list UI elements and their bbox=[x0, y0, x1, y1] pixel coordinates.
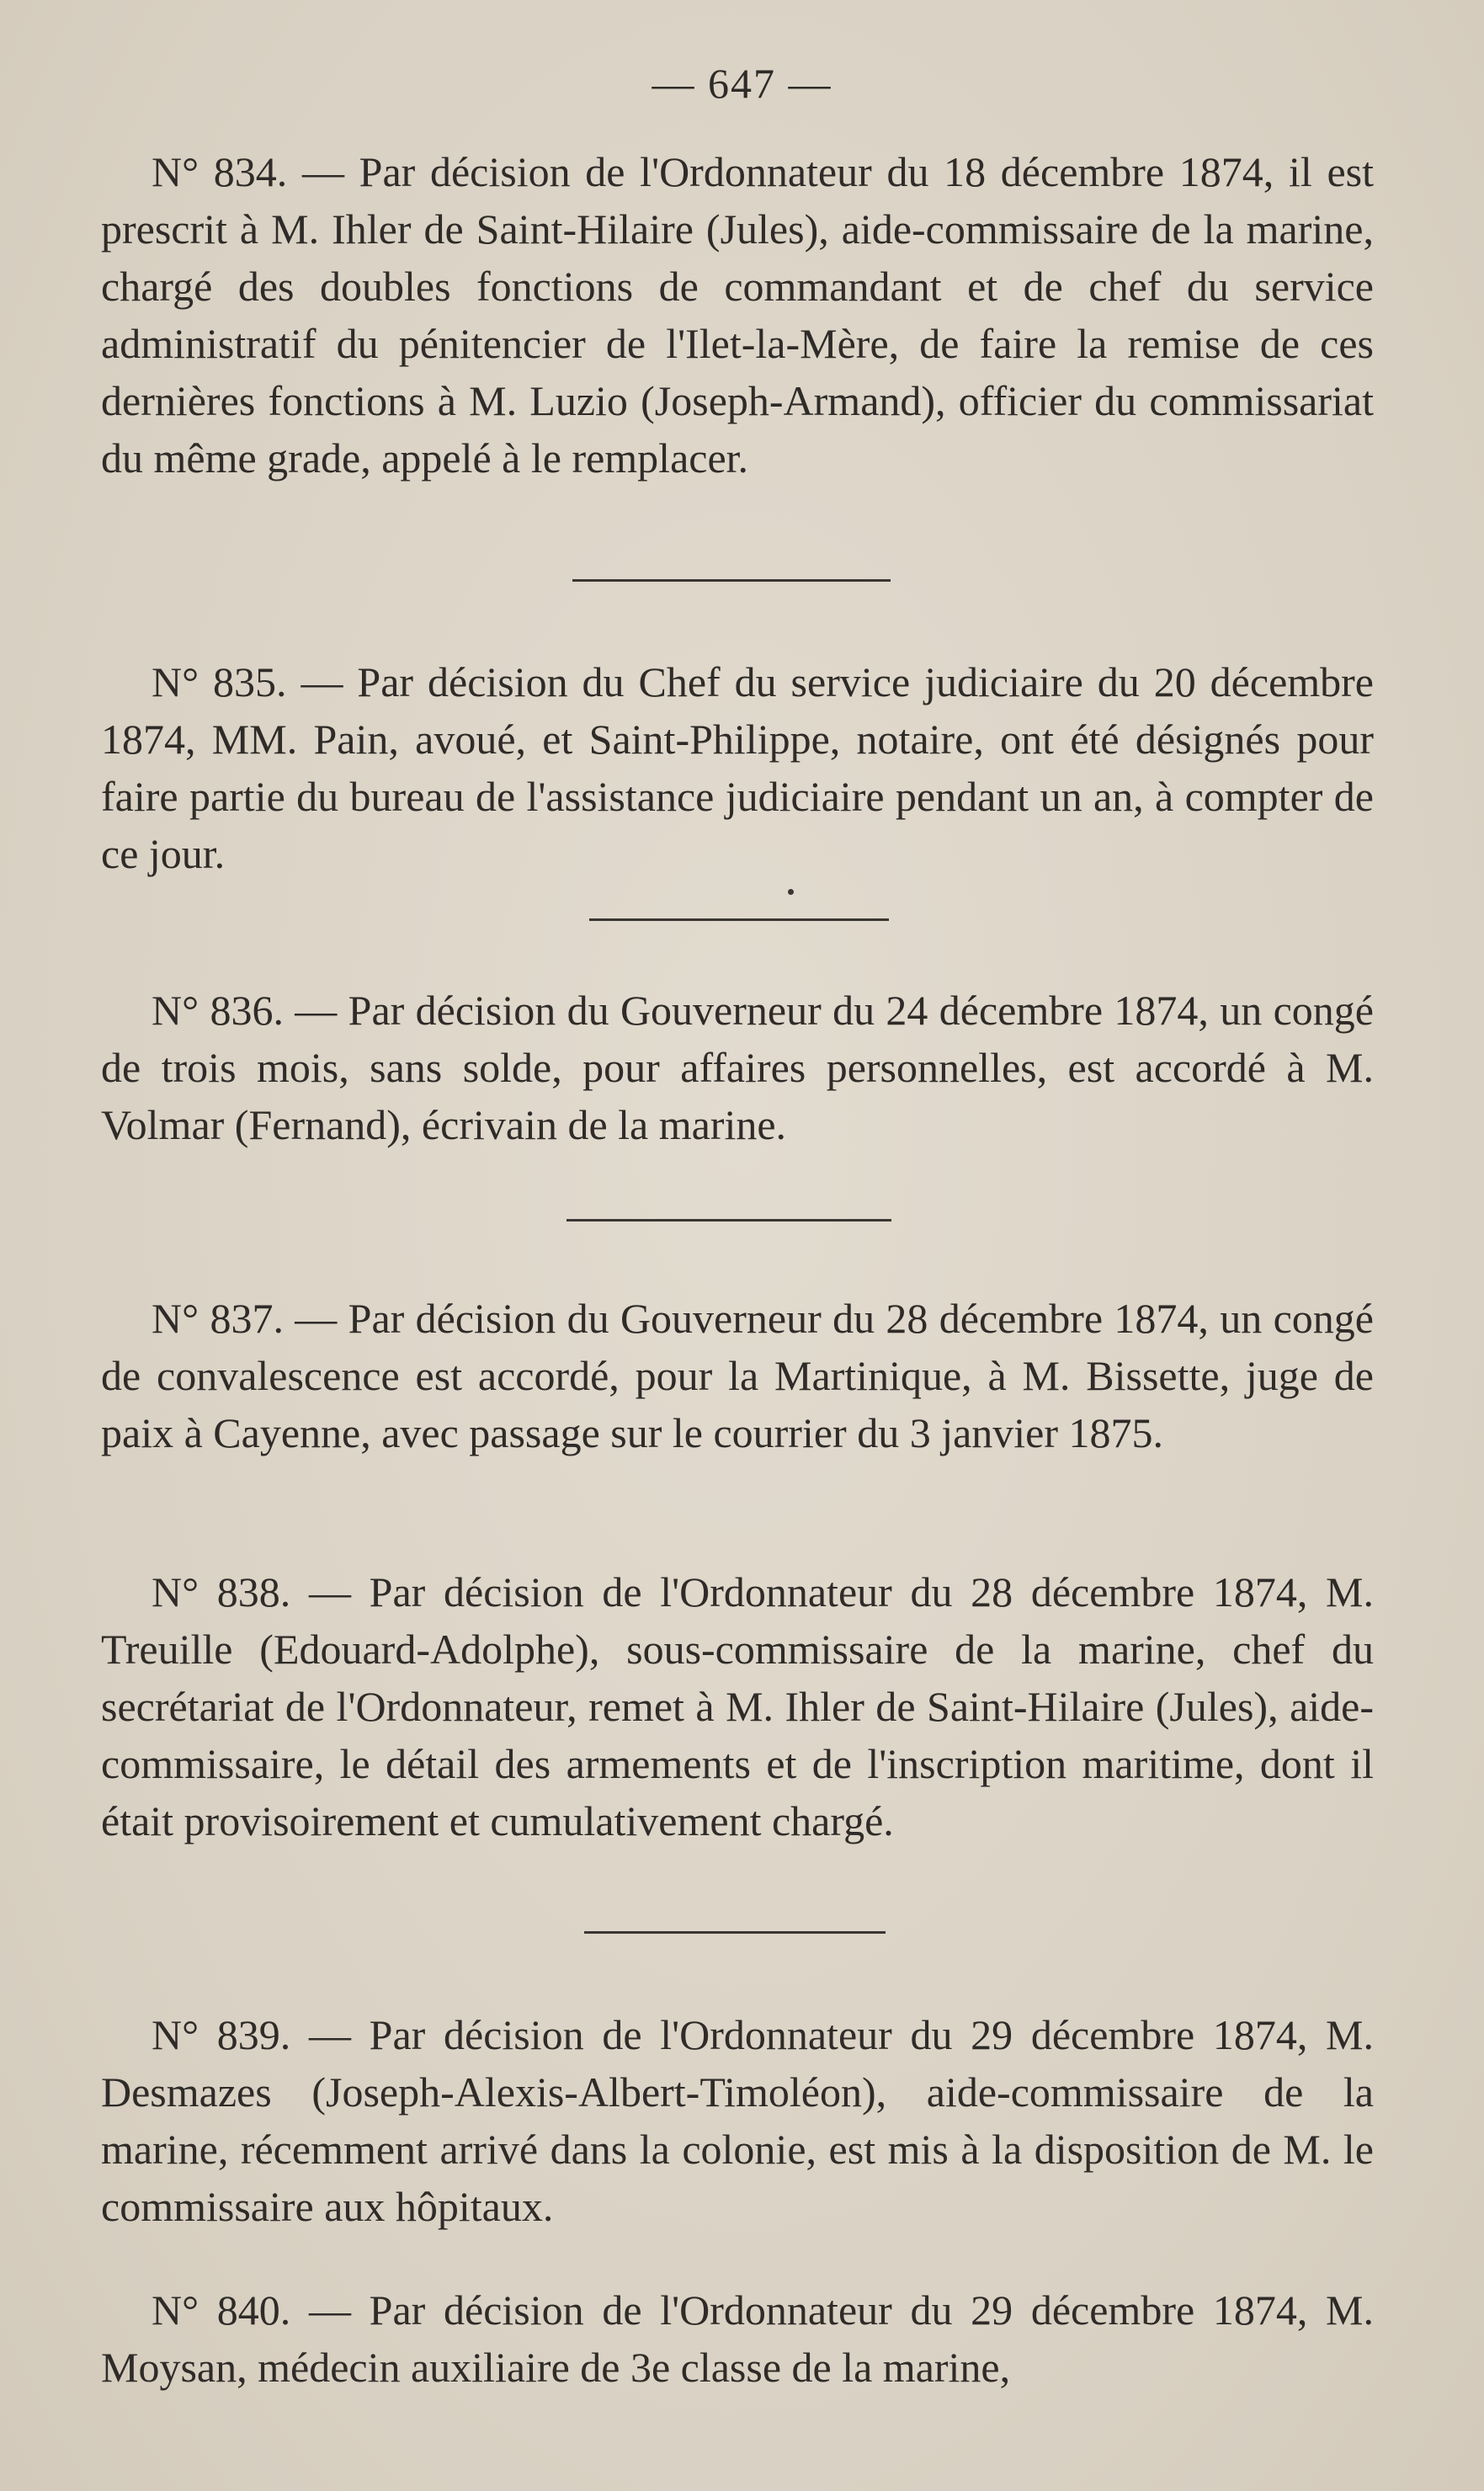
page-number: — 647 — bbox=[652, 60, 832, 107]
separator-rule bbox=[572, 579, 891, 582]
entry-835: N° 835. — Par décision du Chef du service judiciaire du 20 décembre 1874, MM. Pain, avoué, et Saint-Philippe, notaire, ont été désignés pour faire partie du bureau de l'assistance judiciaire pendant un an, à compter de ce jour. bbox=[101, 658, 1374, 877]
ink-speck bbox=[788, 889, 794, 895]
separator-rule bbox=[566, 1219, 891, 1222]
entry-836: N° 836. — Par décision du Gouverneur du 24 décembre 1874, un congé de trois mois, sans solde, pour affaires personnelles, est accordé à M. Volmar (Fernand), écrivain de la marine. bbox=[101, 987, 1374, 1148]
separator-rule bbox=[584, 1931, 886, 1934]
entry-834: N° 834. — Par décision de l'Ordonnateur du 18 décembre 1874, il est prescrit à M. Ihler de Saint-Hilaire (Jules), aide-commissaire de la marine, chargé des doubles fonctions de commandant et de chef du service administratif du pénitencier de l'Ilet-la-Mère, de faire la remise de ces dernières fonctions à M. Luzio (Joseph-Armand), officier du commissariat du même grade, appelé à le remplacer. bbox=[101, 148, 1374, 482]
entry-839: N° 839. — Par décision de l'Ordonnateur du 29 décembre 1874, M. Desmazes (Joseph-Alexis-Albert-Timoléon), aide-commissaire de la marine, récemment arrivé dans la colonie, est mis à la disposition de M. le commissaire aux hôpitaux. bbox=[101, 2011, 1374, 2230]
entry-840: N° 840. — Par décision de l'Ordonnateur du 29 décembre 1874, M. Moysan, médecin auxiliaire de 3e classe de la marine, bbox=[101, 2286, 1374, 2391]
separator-rule bbox=[589, 918, 889, 921]
entry-838: N° 838. — Par décision de l'Ordonnateur du 28 décembre 1874, M. Treuille (Edouard-Adolphe), sous-commissaire de la marine, chef du secrétariat de l'Ordonnateur, remet à M. Ihler de Saint-Hilaire (Jules), aide-commissaire, le détail des armements et de l'inscription maritime, dont il était provisoirement et cumulativement chargé. bbox=[101, 1568, 1374, 1844]
entry-837: N° 837. — Par décision du Gouverneur du 28 décembre 1874, un congé de convalescence est accordé, pour la Martinique, à M. Bissette, juge de paix à Cayenne, avec passage sur le courrier du 3 janvier 1875. bbox=[101, 1295, 1374, 1456]
